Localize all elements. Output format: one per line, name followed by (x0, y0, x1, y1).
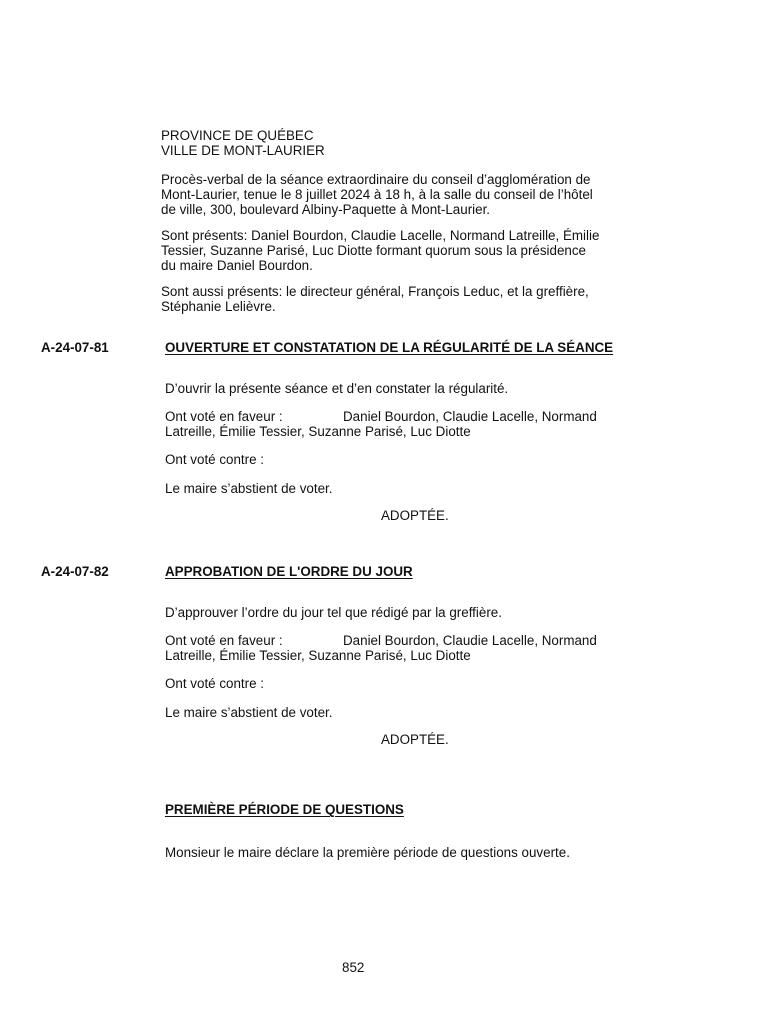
ville-line: VILLE DE MONT-LAURIER (161, 143, 325, 158)
aussi-presents-line: Sont aussi présents: le directeur général, François Leduc, et la greffière, (161, 284, 589, 299)
resolution-text: D’ouvrir la présente séance et d’en constater la régularité. (165, 381, 509, 396)
vote-against: Ont voté contre : (165, 452, 264, 467)
abstention-note: Le maire s’abstient de voter. (165, 481, 333, 496)
intro-line: de ville, 300, boulevard Albiny-Paquette à Mont-Laurier. (161, 202, 491, 217)
vote-for-block (165, 409, 645, 439)
document-header (161, 128, 657, 158)
vote-for-names: Daniel Bourdon, Claudie Lacelle, Normand (343, 409, 597, 424)
vote-for-label: Ont voté en faveur : (165, 633, 283, 648)
questions-title: PREMIÈRE PÉRIODE DE QUESTIONS (165, 802, 404, 817)
vote-for-block (165, 633, 645, 663)
vote-for-names: Latreille, Émilie Tessier, Suzanne Parisé, Luc Diotte (165, 648, 471, 663)
vote-for-names: Daniel Bourdon, Claudie Lacelle, Normand (343, 633, 597, 648)
page-number: 852 (342, 960, 365, 975)
questions-text: Monsieur le maire déclare la première période de questions ouverte. (165, 845, 570, 860)
vote-for-names: Latreille, Émilie Tessier, Suzanne Parisé, Luc Diotte (165, 424, 471, 439)
resolution-title: APPROBATION DE L'ORDRE DU JOUR (165, 564, 413, 579)
vote-against: Ont voté contre : (165, 676, 264, 691)
resolution-number: A-24-07-81 (41, 340, 109, 355)
resolution-text: D’approuver l’ordre du jour tel que rédigé par la greffière. (165, 605, 502, 620)
presents-line: Sont présents: Daniel Bourdon, Claudie Lacelle, Normand Latreille, Émilie (161, 228, 600, 243)
adopted-status: ADOPTÉE. (381, 732, 449, 747)
resolution-title: OUVERTURE ET CONSTATATION DE LA RÉGULARITÉ DE LA SÉANCE (165, 340, 614, 355)
intro-line: Mont-Laurier, tenue le 8 juillet 2024 à 18 h, à la salle du conseil de l’hôtel (161, 187, 593, 202)
province-line: PROVINCE DE QUÉBEC (161, 128, 314, 143)
adopted-status: ADOPTÉE. (381, 508, 449, 523)
intro-paragraph (161, 172, 657, 217)
vote-for-label: Ont voté en faveur : (165, 409, 283, 424)
abstention-note: Le maire s’abstient de voter. (165, 705, 333, 720)
presents-line: Tessier, Suzanne Parisé, Luc Diotte formant quorum sous la présidence (161, 243, 587, 258)
intro-line: Procès-verbal de la séance extraordinaire du conseil d’agglomération de (161, 172, 591, 187)
aussi-presents-paragraph (161, 284, 657, 314)
presents-line: du maire Daniel Bourdon. (161, 258, 313, 273)
presents-paragraph (161, 228, 657, 273)
aussi-presents-line: Stéphanie Lelièvre. (161, 299, 276, 314)
resolution-number: A-24-07-82 (41, 564, 109, 579)
